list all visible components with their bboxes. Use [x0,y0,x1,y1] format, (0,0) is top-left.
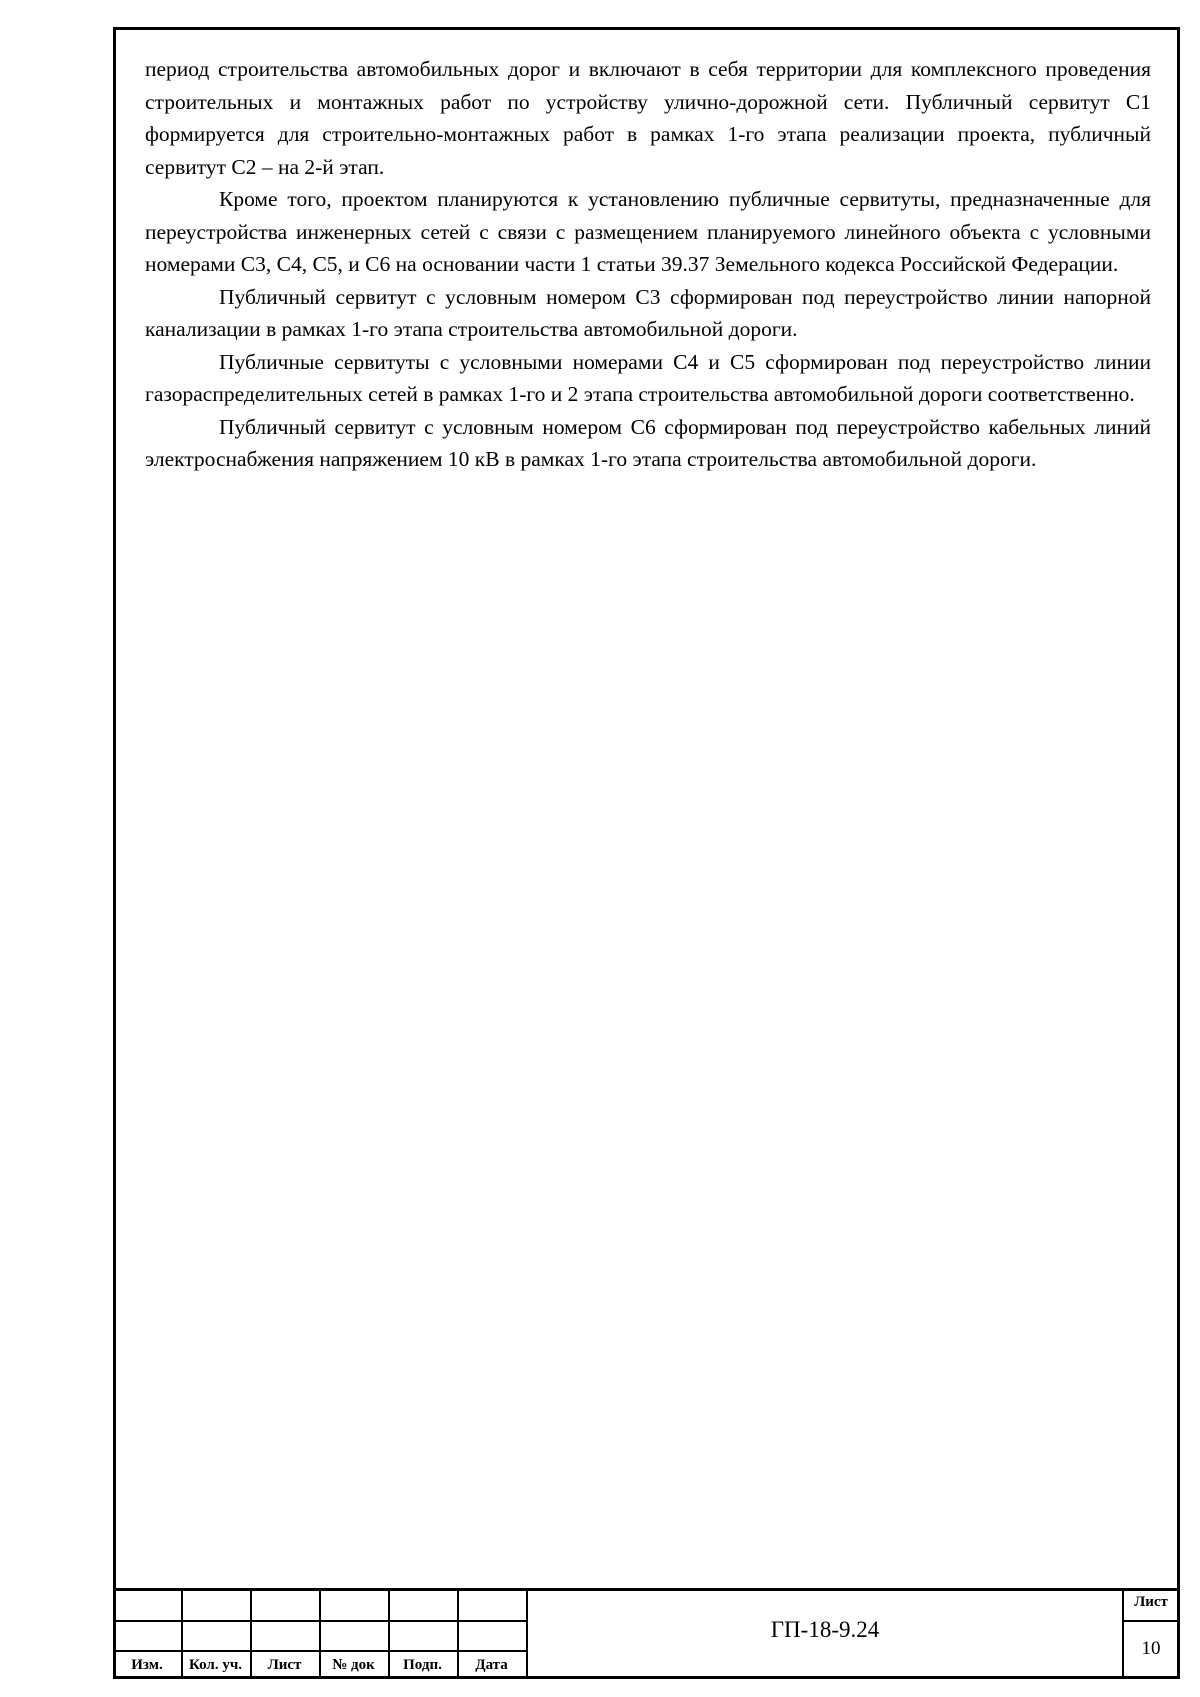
paragraph: период строительства автомобильных дорог и включают в себя территории для комплексного проведения строительных и монтажных работ по устройству улично-дорожной сети. Публичный сервитут С1 формируется для строительно-монтажных работ в рамках 1-го этапа реализации проекта, публичный сервитут С2 – на 2-й этап. [145,57,1151,179]
column-label-signature: Подп. [403,1657,442,1673]
document-code: ГП-18-9.24 [770,1617,880,1642]
sheet-label: Лист [1134,1594,1168,1610]
column-label-sheet: Лист [267,1657,302,1673]
stamp-row-line [1122,1620,1180,1622]
paragraph: Публичный сервитут с условным номером С6 сформирован под переустройство кабельных линий электроснабжения напряжением 10 кВ в рамках 1-го этапа строительства автомобильной дороги. [145,414,1151,471]
stamp-row-line [113,1620,526,1622]
paragraph: Кроме того, проектом планируются к установлению публичные сервитуты, предназначенные для переустройства инженерных сетей с связи с размещением планируемого линейного объекта с условными номерами С3, С4, С5, и С6 на основании части 1 статьи 39.37 Земельного кодекса Российской Федерации. [145,187,1151,276]
column-label-revision: Изм. [131,1657,163,1673]
column-label-count: Кол. уч. [188,1657,243,1673]
stamp-row-line [113,1650,526,1652]
stamp-divider [526,1591,528,1679]
column-label-date: Дата [475,1657,508,1673]
paragraph: Публичные сервитуты с условными номерами С4 и С5 сформирован под переустройство линии газораспределительных сетей в рамках 1-го и 2 этапа строительства автомобильной дороги соответственно. [145,349,1151,406]
column-label-doc-number: № док [332,1657,375,1673]
paragraph: Публичный сервитут с условным номером С3 сформирован под переустройство линии напорной канализации в рамках 1-го этапа строительства автомобильной дороги. [145,284,1151,341]
sheet-number: 10 [1141,1638,1161,1659]
body-text [145,53,1151,476]
